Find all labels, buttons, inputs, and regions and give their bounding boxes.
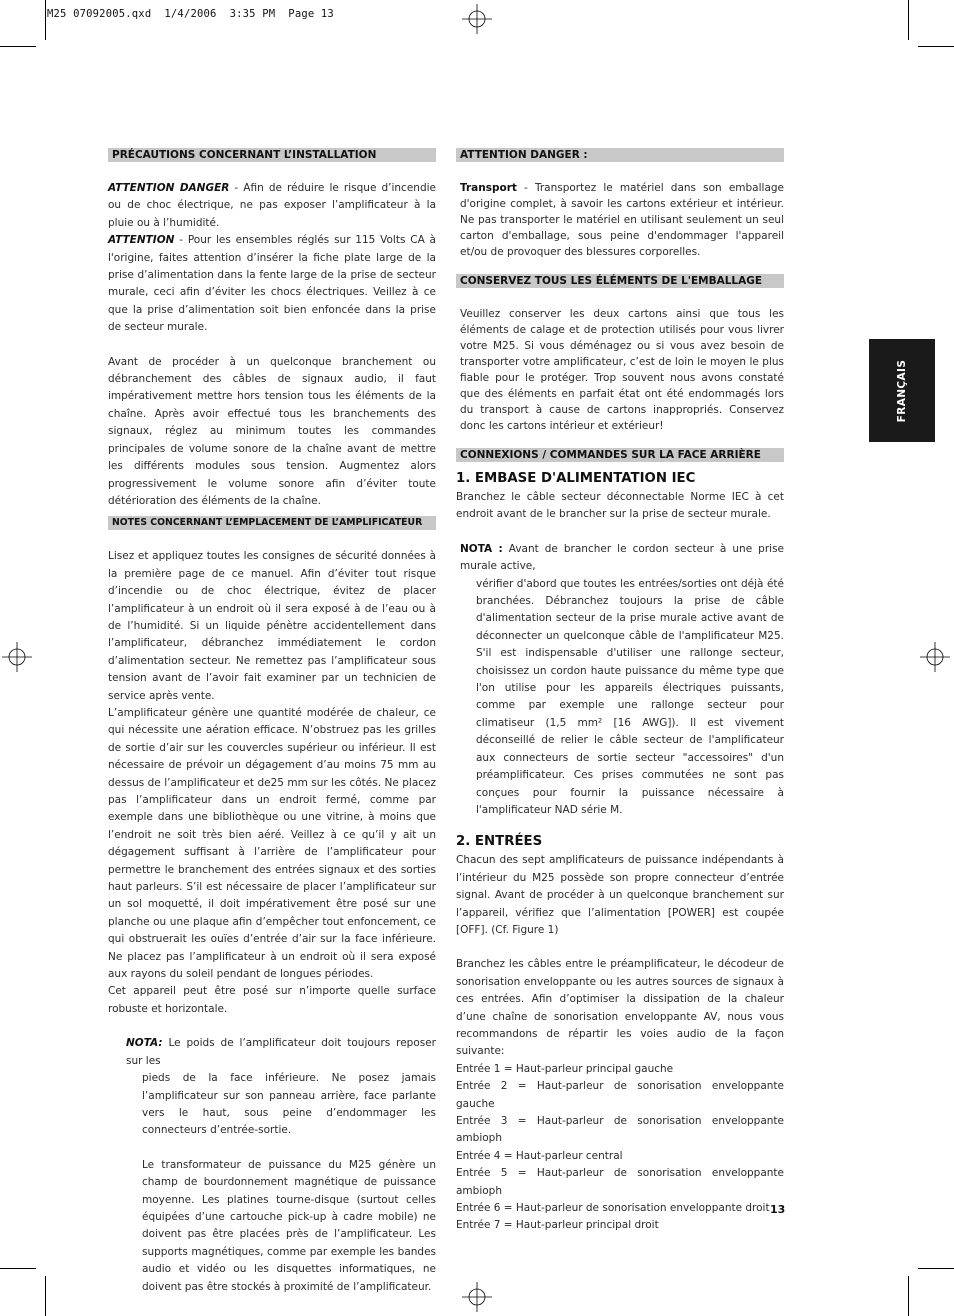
section-heading-connections: CONNEXIONS / COMMANDES SUR LA FACE ARRIÈRE — [456, 448, 784, 462]
heading-inputs: 2. ENTRÉES — [456, 834, 543, 850]
registration-mark-icon — [462, 4, 492, 34]
list-item: Entrée 5 = Haut-parleur de sonorisation enveloppante ambioph — [456, 1167, 784, 1197]
section-heading-placement: NOTES CONCERNANT L’EMPLACEMENT DE L’AMPLIFICATEUR — [108, 516, 436, 530]
registration-mark-icon — [462, 1282, 492, 1312]
list-item: Entrée 3 = Haut-parleur de sonorisation enveloppante ambioph — [456, 1115, 784, 1145]
section-heading-danger: ATTENTION DANGER : — [456, 148, 784, 162]
crop-mark — [908, 1276, 909, 1316]
input-list — [456, 1061, 784, 1235]
note-lead: NOTA : — [460, 542, 503, 555]
paragraph: L’amplificateur génère une quantité modérée de chaleur, ce qui nécessite une aération efficace. N’obstruez pas les grilles de sortie d’air sur les couvercles supérieur ou inférieur. Il est nécessaire de prévoir un dégagement d’au moins 75 mm au dessus de l’amplificateur et de25 mm sur les côtés. Ne placez pas l’amplificateur dans un endroit fermé, comme par exemple dans une bibliothèque ou une vitrine, à moins que l’endroit ne soit très bien aéré. Veillez à ce qu’il y ait un dégagement suffisant à l’arrière de l’amplificateur pour permettre le branchement des entrées signaux et des sorties haut parleurs. S’il est nécessaire de placer l’amplificateur sur un sol moquetté, il doit impérativement être posé sur une planche ou une plaque afin d’empêcher tout enfoncement, ce qui obstruerait les ouïes d’entrée d’air sur la face inférieure. Ne placez pas l’amplificateur à un endroit où il sera exposé aux rayons du soleil pendant de longues périodes. — [108, 706, 436, 981]
left-column — [108, 148, 436, 1296]
crop-mark — [0, 1268, 36, 1269]
registration-mark-icon — [2, 642, 32, 672]
transport-lead: Transport — [460, 182, 517, 194]
list-item: Entrée 7 = Haut-parleur principal droit — [456, 1219, 659, 1232]
note-block — [460, 541, 784, 820]
paragraph: Cet appareil peut être posé sur n’importe quelle surface robuste et horizontale. — [108, 985, 436, 1015]
section-heading-packaging: CONSERVEZ TOUS LES ÉLÉMENTS DE L'EMBALLAGE — [456, 274, 784, 288]
paragraph: Avant de procéder à un quelconque branchement ou débranchement des câbles de signaux audio, il faut impérativement mettre hors tension tous les éléments de la chaîne. Après avoir effectué tous les branchements des signaux, réglez au minimum toutes les commandes principales de volume sonore de la chaîne avant de mettre les différents modules sous tension. Augmentez alors progressivement le volume sonore afin d’éviter toute détérioration des éléments de la chaîne. — [108, 355, 436, 507]
note-text: Avant de brancher le cordon secteur à une prise murale active, — [460, 542, 785, 573]
paragraph-text: - Transportez le matériel dans son emballage d'origine complet, à savoir les cartons extérieur et intérieur. Ne pas transporter le matériel en utilisant seulement un seul carton d'emballage, sous peine d'endommager l'appareil et/ou de provoquer des blessures corporelles. — [460, 182, 784, 258]
crop-mark — [0, 46, 36, 47]
warning-lead: ATTENTION — [108, 234, 175, 247]
paragraph — [108, 180, 436, 232]
list-item: Entrée 1 = Haut-parleur principal gauche — [456, 1062, 674, 1075]
note-lead: NOTA: — [126, 1037, 163, 1050]
paragraph: Chacun des sept amplificateurs de puissance indépendants à l’intérieur du M25 possède son propre connecteur d’entrée signal. Avant de procéder à un quelconque branchement sur l’appareil, vérifiez que l’alimentation [POWER] est coupée [OFF]. (Cf. Figure 1) — [456, 854, 784, 936]
crop-mark — [45, 1276, 46, 1316]
list-item: Entrée 4 = Haut-parleur central — [456, 1149, 623, 1162]
paragraph-text: - Pour les ensembles réglés sur 115 Volts CA à l'origine, faites attention d’insérer la fiche plate large de la prise d’alimentation dans la fente large de la prise de secteur murale, ceci afin d’éviter les chocs électriques. Veillez à ce que la prise d’alimentation soit bien enfoncée dans la prise de secteur murale. — [108, 234, 436, 334]
note-block — [126, 1035, 436, 1139]
crop-mark — [918, 1268, 954, 1269]
note-text: Le poids de l’amplificateur doit toujours reposer sur les — [126, 1037, 436, 1067]
note-first-line — [126, 1035, 436, 1070]
crop-mark — [908, 0, 909, 40]
page-number: 13 — [770, 1203, 786, 1216]
paragraph-text: - Afin de réduire le risque d’incendie ou de choc électrique, ne pas exposer l’amplificateur à la pluie ou à l’humidité. — [108, 182, 436, 229]
list-item: Entrée 6 = Haut-parleur de sonorisation enveloppante droit — [456, 1202, 770, 1215]
crop-mark — [45, 0, 46, 40]
warning-lead: ATTENTION DANGER — [108, 182, 230, 194]
language-tab — [869, 339, 935, 442]
paragraph: Veuillez conserver les deux cartons ainsi que tous les éléments de calage et de protection utilisés pour vous livrer votre M25. Si vous déménagez ou si vous avez besoin de transporter votre amplificateur, c’est de loin le moyen le plus fiable pour le protéger. Trop souvent nous avons constaté que des éléments en parfait état ont été endommagés lors du transport à cause de cartons inappropriés. Conservez donc les cartons intérieur et extérieur! — [460, 308, 784, 432]
registration-mark-icon — [920, 642, 950, 672]
note-text: vérifier d'abord que toutes les entrées/sorties ont déjà été branchées. Débranchez toujours la prise de câble d'alimentation secteur de la prise murale active avant de déconnecter un quelconque câble de l'amplificateur M25. S'il est indispensable d'utiliser une rallonge secteur, choisissez un cordon haute puissance du même type que l'on utilise pour les appareils électriques puissants, comme par exemple une rallonge secteur pour climatiseur (1,5 mm² [16 AWG]). Il est vivement déconseillé de relier le câble secteur de l'amplificateur aux connecteurs de sortie secteur "accessoires" d'un préamplificateur. Ces prises commutées ne sont pas conçues pour fournir la puissance nécessaire à l'amplificateur NAD série M. — [476, 577, 784, 816]
paragraph: Branchez le câble secteur déconnectable Norme IEC à cet endroit avant de le brancher sur la prise de secteur murale. — [456, 491, 784, 521]
list-item: Entrée 2 = Haut-parleur de sonorisation enveloppante gauche — [456, 1080, 784, 1110]
note-paragraph: Le transformateur de puissance du M25 génère un champ de bourdonnement magnétique de puissance moyenne. Les platines tourne-disque (surtout celles équipées d’une cartouche pick-up à cadre mobile) ne doivent pas être placées près de l’amplificateur. Les supports magnétiques, comme par exemple les bandes audio et vidéo ou les disquettes informatiques, ne doivent pas être stockés à proximité de l’amplificateur. — [142, 1158, 436, 1293]
note-first-line — [460, 541, 784, 576]
print-slug: M25 07092005.qxd 1/4/2006 3:35 PM Page 13 — [47, 8, 334, 20]
paragraph: Lisez et appliquez toutes les consignes de sécurité données à la première page de ce manuel. Afin d’éviter tout risque d’incendie ou de choc électrique, évitez de placer l’amplificateur à un endroit où il sera exposé à de l’eau ou à de l’humidité. Si un liquide pénètre accidentellement dans l’amplificateur, débranchez immédiatement le cordon d’alimentation secteur. Ne remettez pas l’amplificateur sous tension avant de l’avoir fait examiner par un technicien de service après vente. — [108, 550, 436, 702]
paragraph — [456, 180, 784, 260]
heading-iec: 1. EMBASE D'ALIMENTATION IEC — [456, 471, 696, 486]
right-column — [456, 148, 784, 1235]
crop-mark — [918, 46, 954, 47]
paragraph — [108, 232, 436, 336]
section-heading-installation: PRÉCAUTIONS CONCERNANT L’INSTALLATION — [108, 148, 436, 162]
paragraph: Branchez les câbles entre le préamplificateur, le décodeur de sonorisation enveloppante ou les autres sources de signaux à ces entrées. Afin d’optimiser la dissipation de la chaleur d’une chaîne de sonorisation enveloppante AV, nous vous recommandons de répartir les voies audio de la façon suivante: — [456, 958, 784, 1058]
note-text: pieds de la face inférieure. Ne posez jamais l’amplificateur sur son panneau arrière, face parlante vers le haut, sous peine d’endommager les connecteurs d’entrée-sortie. — [142, 1072, 436, 1137]
language-tab-label: FRANÇAIS — [896, 359, 908, 422]
